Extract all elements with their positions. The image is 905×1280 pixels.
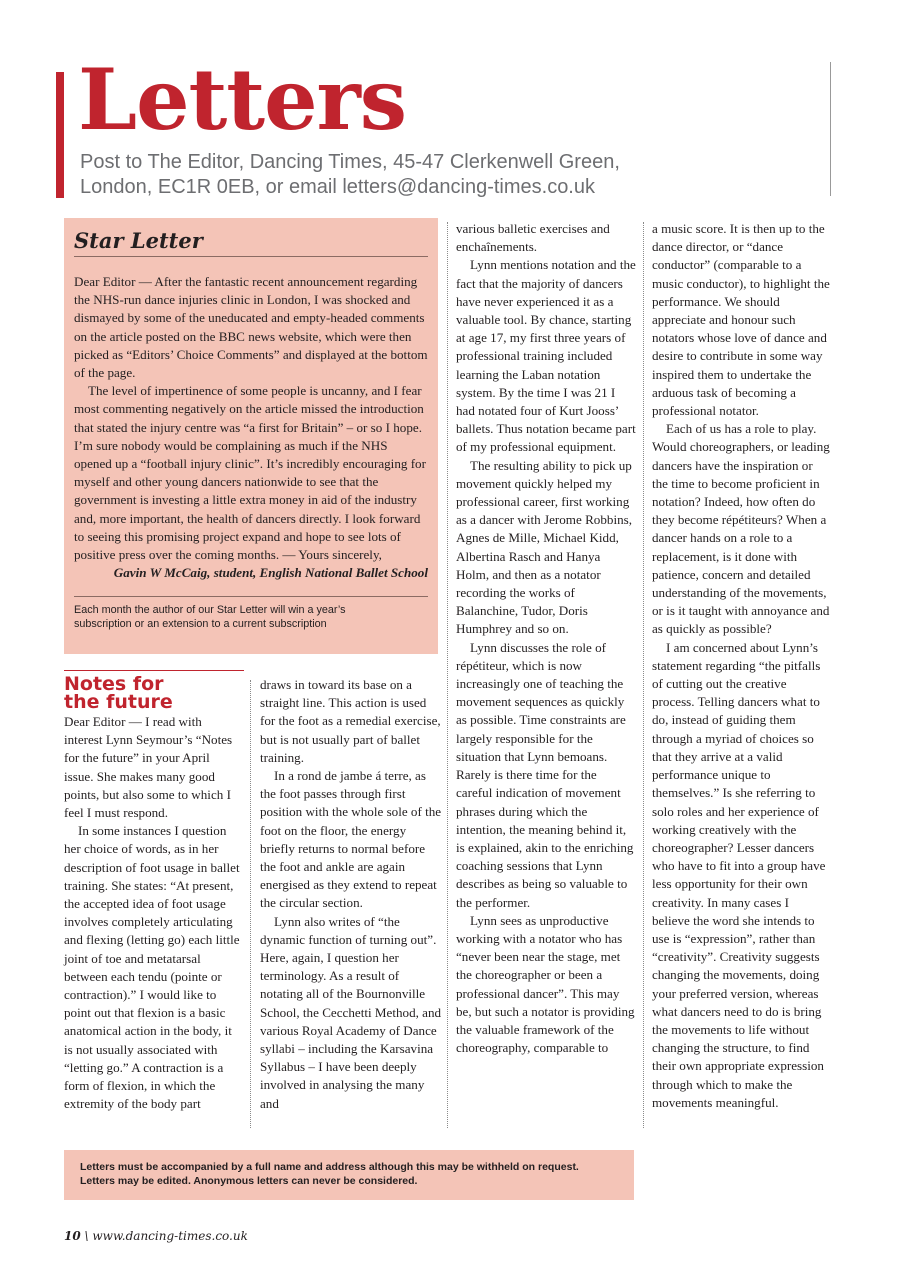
notice-line-2: Letters may be edited. Anonymous letters can never be considered. [80,1175,418,1187]
notes-paragraph: Dear Editor — I read with interest Lynn Seymour’s “Notes for the future” in your April issue. She makes many good points, but also some to which I feel I must respond. [64,714,233,821]
star-letter-paragraph: Dear Editor — After the fantastic recent announcement regarding the NHS-run dance injuries clinic in London, I was shocked and dismayed by some of the uneducated and empty-headed comments on the article posted on the BBC news website, which were then picked as “Editors’ Choice Comments” and displayed at the bottom of the page. [74,274,428,381]
submission-notice [64,1150,634,1200]
notes-paragraph: a music score. It is then up to the dance director, or “dance conductor” (comparable to a music conductor), to highlight the performance. We should appreciate and honour such notators whose love of dance and desire to contribute in some way inspired them to undertake the arduous task of becoming a professional notator. [652,221,830,419]
website-link[interactable]: www.dancing-times.co.uk [92,1229,248,1243]
notes-column-3 [456,220,636,1057]
notes-paragraph: In some instances I question her choice of words, as in her description of foot usage in ballet training. She states: “At present, the accepted idea of foot usage involves completely articulating and flexing (letting go) each little joint of toe and metatarsal between each tendu (pointe or contraction).” I would like to point out that flexion is a basic anatomical action in the body, it is not usually associated with “letting go.” A contraction is a form of flexion, in which the extremity of the body part [64,823,240,1112]
notes-title-line-2: the future [64,691,173,713]
star-letter-heading: Star Letter [74,228,428,257]
header-divider [830,62,831,196]
column-divider [447,222,448,1128]
notes-paragraph: Lynn discusses the role of répétiteur, which is now increasingly one of teaching the movement sequences as quickly as possible. Time constraints are largely responsible for the situation that Lynn bemoans. Rarely is there time for the careful indication of movement phrases during which the intention, the meaning behind it, is explained, akin to the enriching coaching sessions that Lynn describes as being so valuable to the performer. [456,639,634,910]
notes-heading-rule [64,670,244,671]
notes-paragraph: various balletic exercises and enchaînements. [456,221,610,255]
star-letter-signature: Gavin W McCaig, student, English National Ballet School [113,565,428,581]
column-divider [250,680,251,1128]
star-letter-body [74,273,428,582]
folio-separator: \ [84,1229,89,1243]
notes-paragraph: I am concerned about Lynn’s statement regarding “the pitfalls of cutting out the creative process. Telling dancers what to do, instead of guiding them through a myriad of choices so that they arrive at a valid performance unique to themselves.” Is she referring to solo roles and her experience of working creatively with the choreographer? Lesser dancers who have to fit into a group have less opportunity for their own creativity. In many cases I believe the word she intends to use is “expression”, rather than “creativity”. Creativity suggests changing the movements, doing your preferred version, whereas what dancers need to do is bring the movements to life without changing the structure, to find their own appropriate expression through which to make the movements meaningful. [652,639,826,1110]
prize-note-line-2: subscription or an extension to a current subscription [74,618,327,631]
column-divider [643,222,644,1128]
page-number: 10 [64,1229,81,1243]
address-line-1: Post to The Editor, Dancing Times, 45-47 Clerkenwell Green, [80,151,620,173]
notes-column-1 [64,670,240,1113]
star-letter-paragraph: The level of impertinence of some people is uncanny, and I fear most commenting negatively on the article missed the introduction that stated the injury centre was “a first for Britain” – or so I hope. I’m sure nobody would be complaining as much if the NHS opened up a “football injury clinic”. It’s incredibly encouraging for myself and other young dancers nationwide to see that the government is investing a little extra money in aid of the industry and, more important, the health of dancers directly. I look forward to seeing this promising project expand and hope to see lots of positive press over the coming months. — Yours sincerely, [74,383,426,563]
page-folio [64,1229,248,1243]
notes-paragraph: Lynn also writes of “the dynamic function of turning out”. Here, again, I question her terminology. As a result of notating all of the Bournonville School, the Cecchetti Method, and various Royal Academy of Dance syllabi – including the Karsavina Syllabus – I have been deeply involved in analysing the many and [260,913,442,1111]
notes-title-line-1: Notes for [64,673,164,695]
address-line-2: London, EC1R 0EB, or email letters@dancing-times.co.uk [80,176,595,198]
notes-paragraph: draws in toward its base on a straight line. This action is used for the foot as a remedial exercise, but is not usually part of ballet training. [260,677,441,765]
notes-letter-title [64,675,240,711]
notes-paragraph: Lynn sees as unproductive working with a notator who has “never been near the stage, met the choreographer or been a professional dancer”. This may be, but such a notator is providing the valuable framework of the choreography, comparable to [456,912,635,1056]
star-letter-prize-note [74,596,428,631]
page-title: Letters [78,50,407,149]
title-accent-bar [56,72,64,198]
submission-address [80,150,770,200]
notes-paragraph: The resulting ability to pick up movement quickly helped my professional career, first working as a dancer with Jerome Robbins, Agnes de Mille, Michael Kidd, Albertina Rasch and Hanya Holm, and then as a notator recording the works of Balanchine, Tudor, Doris Humphrey and so on. [456,457,632,637]
notes-column-2 [260,676,442,1113]
notes-paragraph: Lynn mentions notation and the fact that the majority of dancers have never experienced it as a valuable tool. By chance, starting at age 17, my first three years of professional training included learning the Laban notation system. By the time I was 21 I had notated four of Kurt Jooss’ ballets. Thus notation became part of my professional equipment. [456,257,636,455]
notes-paragraph: Each of us has a role to play. Would choreographers, or leading dancers have the inspiration or the time to become proficient in notation? Indeed, how often do they become répétiteurs? When a dancer hands on a role to a replacement, is it done with patience, concern and detailed understanding of the movements, or is it taught with annoyance and as quickly as possible? [652,421,830,637]
prize-note-line-1: Each month the author of our Star Letter will win a year’s [74,604,346,617]
notes-paragraph: In a rond de jambe á terre, as the foot passes through first position with the whole sole of the foot on the floor, the energy briefly returns to normal before the foot and ankle are again energised as they extend to repeat the circular section. [260,768,442,911]
star-letter-box [64,218,438,654]
notice-line-1: Letters must be accompanied by a full name and address although this may be withheld on request. [80,1161,579,1173]
notes-column-4 [652,220,830,1112]
